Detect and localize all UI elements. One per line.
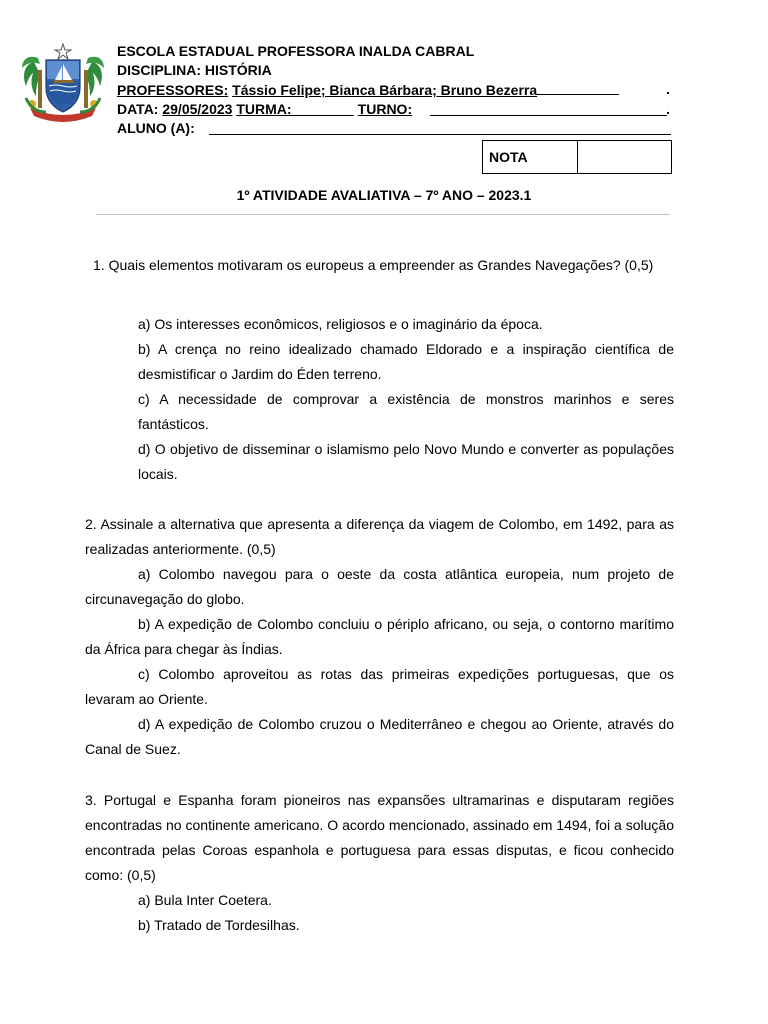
teachers-line <box>117 81 670 99</box>
date-end: . <box>666 101 670 117</box>
exam-title: 1º ATIVIDADE AVALIATIVA – 7º ANO – 2023.1 <box>236 187 532 203</box>
question-1-option-b[interactable]: b) A crença no reino idealizado chamado Eldorado e a inspiração científica de desmistificar o Jardim do Éden terreno. <box>138 341 674 382</box>
question-3 <box>85 788 674 888</box>
student-blank-line <box>209 134 671 135</box>
question-3-options <box>138 888 674 938</box>
question-2-option-c[interactable]: c) Colombo aproveitou as rotas das primeiras expedições portuguesas, que os levaram ao Oriente. <box>85 666 674 707</box>
grade-box <box>482 140 672 174</box>
question-1-option-a[interactable]: a) Os interesses econômicos, religiosos e o imaginário da época. <box>138 316 543 332</box>
teachers-names: Tássio Felipe; Bianca Bárbara; Bruno Bezerra <box>232 82 538 98</box>
question-3-option-b[interactable]: b) Tratado de Tordesilhas. <box>138 917 300 933</box>
school-name: ESCOLA ESTADUAL PROFESSORA INALDA CABRAL <box>117 43 475 59</box>
teachers-end: . <box>666 81 670 97</box>
date-value: 29/05/2023 <box>162 101 233 117</box>
shift-blank-line <box>430 115 667 116</box>
question-2-option-a[interactable]: a) Colombo navegou para o oeste da costa atlântica europeia, num projeto de circunavegação do globo. <box>85 566 674 607</box>
discipline-line: DISCIPLINA: HISTÓRIA <box>117 62 272 78</box>
grade-label: NOTA <box>489 149 528 165</box>
teachers-label: PROFESSORES: <box>117 82 229 98</box>
class-label: TURMA: <box>236 101 292 117</box>
question-2-option-d[interactable]: d) A expedição de Colombo cruzou o Mediterrâneo e chegou ao Oriente, através do Canal de Suez. <box>85 716 674 757</box>
grade-label-cell <box>483 141 578 173</box>
question-1-text: Quais elementos motivaram os europeus a empreender as Grandes Navegações? (0,5) <box>104 257 654 273</box>
question-2-text: 2. Assinale a alternativa que apresenta a diferença da viagem de Colombo, em 1492, para as realizadas anteriormente. (0,5) <box>85 516 674 557</box>
shift-label: TURNO: <box>357 101 413 117</box>
date-label: DATA: <box>117 101 159 117</box>
question-3-option-a[interactable]: a) Bula Inter Coetera. <box>138 892 272 908</box>
date-line <box>117 101 670 118</box>
title-divider <box>96 214 670 215</box>
question-1 <box>93 256 674 275</box>
question-3-text: 3. Portugal e Espanha foram pioneiros nas expansões ultramarinas e disputaram regiões encontradas no continente americano. O acordo mencionado, assinado em 1494, foi a solução encontrada pelas Coroas espanhola e portuguesa para essas disputas, e ficou conhecido como: (0,5) <box>85 792 674 883</box>
state-coat-of-arms-icon <box>20 42 106 122</box>
student-line <box>117 120 672 137</box>
question-2 <box>85 512 674 762</box>
question-1-options <box>138 312 674 487</box>
question-1-option-c[interactable]: c) A necessidade de comprovar a existência de monstros marinhos e seres fantásticos. <box>138 391 674 432</box>
grade-value-cell[interactable] <box>578 141 671 173</box>
question-2-option-b[interactable]: b) A expedição de Colombo concluiu o périplo africano, ou seja, o contorno marítimo da África para chegar às Índias. <box>85 616 674 657</box>
question-1-option-d[interactable]: d) O objetivo de disseminar o islamismo pelo Novo Mundo e converter as populações locais. <box>138 441 674 482</box>
student-label: ALUNO (A): <box>117 120 195 136</box>
teachers-blank-line <box>537 81 619 95</box>
class-blank <box>292 101 354 117</box>
question-1-number: 1. <box>93 257 105 273</box>
